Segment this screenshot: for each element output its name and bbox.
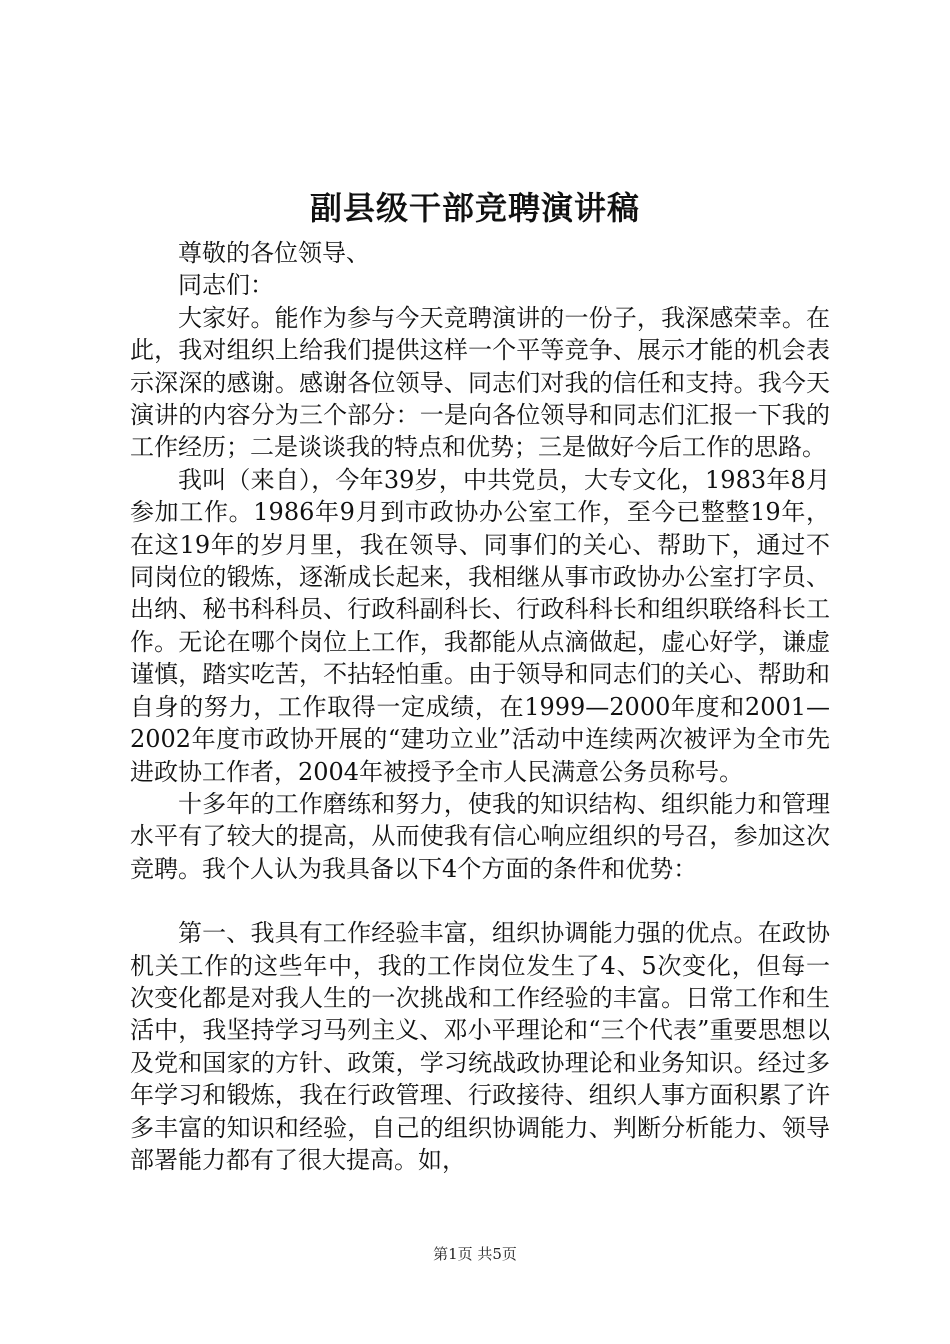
salutation-line-2: 同志们： — [178, 271, 274, 300]
paragraph-self-introduction: 我叫（来自），今年39岁，中共党员，大专文化，1983年8月参加工作。1986年9月到市政协办公室工作，至今已整整19年，在这19年的岁月里，我在领导、同事们的关心、帮助下，通过不同岗位的锻炼，逐渐成长起来，我相继从事市政协办公室打字员、出纳、秘书科科员、行政科副科长、行政科科长和组织联络科长工作。无论在哪个岗位上工作，我都能从点滴做起，虚心好学，谦虚谨慎，踏实吃苦，不拈轻怕重。由于领导和同志们的关心、帮助和自身的努力，工作取得一定成绩，在1999—2000年度和2001—2002年度市政协开展的“建功立业”活动中连续两次被评为全市先进政协工作者，2004年被授予全市人民满意公务员称号。 — [130, 465, 830, 786]
document-body — [130, 237, 830, 1176]
salutation-line-1: 尊敬的各位领导、 — [178, 239, 370, 267]
paragraph-first-advantage: 第一、我具有工作经验丰富，组织协调能力强的优点。在政协机关工作的这些年中，我的工作岗位发生了4、5次变化，但每一次变化都是对我人生的一次挑战和工作经验的丰富。日常工作和生活中，我坚持学习马列主义、邓小平理论和“三个代表”重要思想以及党和国家的方针、政策，学习统战政协理论和业务知识。经过多年学习和锻炼，我在行政管理、行政接待、组织人事方面积累了许多丰富的知识和经验，自己的组织协调能力、判断分析能力、领导部署能力都有了很大提高。如， — [130, 919, 830, 1174]
paragraph-intro: 大家好。能作为参与今天竞聘演讲的一份子，我深感荣幸。在此，我对组织上给我们提供这样一个平等竞争、展示才能的机会表示深深的感谢。感谢各位领导、同志们对我的信任和支持。我今天演讲的内容分为三个部分：一是向各位领导和同志们汇报一下我的工作经历；二是谈谈我的特点和优势；三是做好今后工作的思路。 — [130, 303, 830, 462]
document-title: 副县级干部竞聘演讲稿 — [309, 189, 640, 227]
paragraph-motivation: 十多年的工作磨练和努力，使我的知识结构、组织能力和管理水平有了较大的提高，从而使我有信心响应组织的号召，参加这次竞聘。我个人认为我具备以下4个方面的条件和优势： — [130, 789, 830, 883]
page-number-footer: 第1页 共5页 — [433, 1245, 517, 1263]
